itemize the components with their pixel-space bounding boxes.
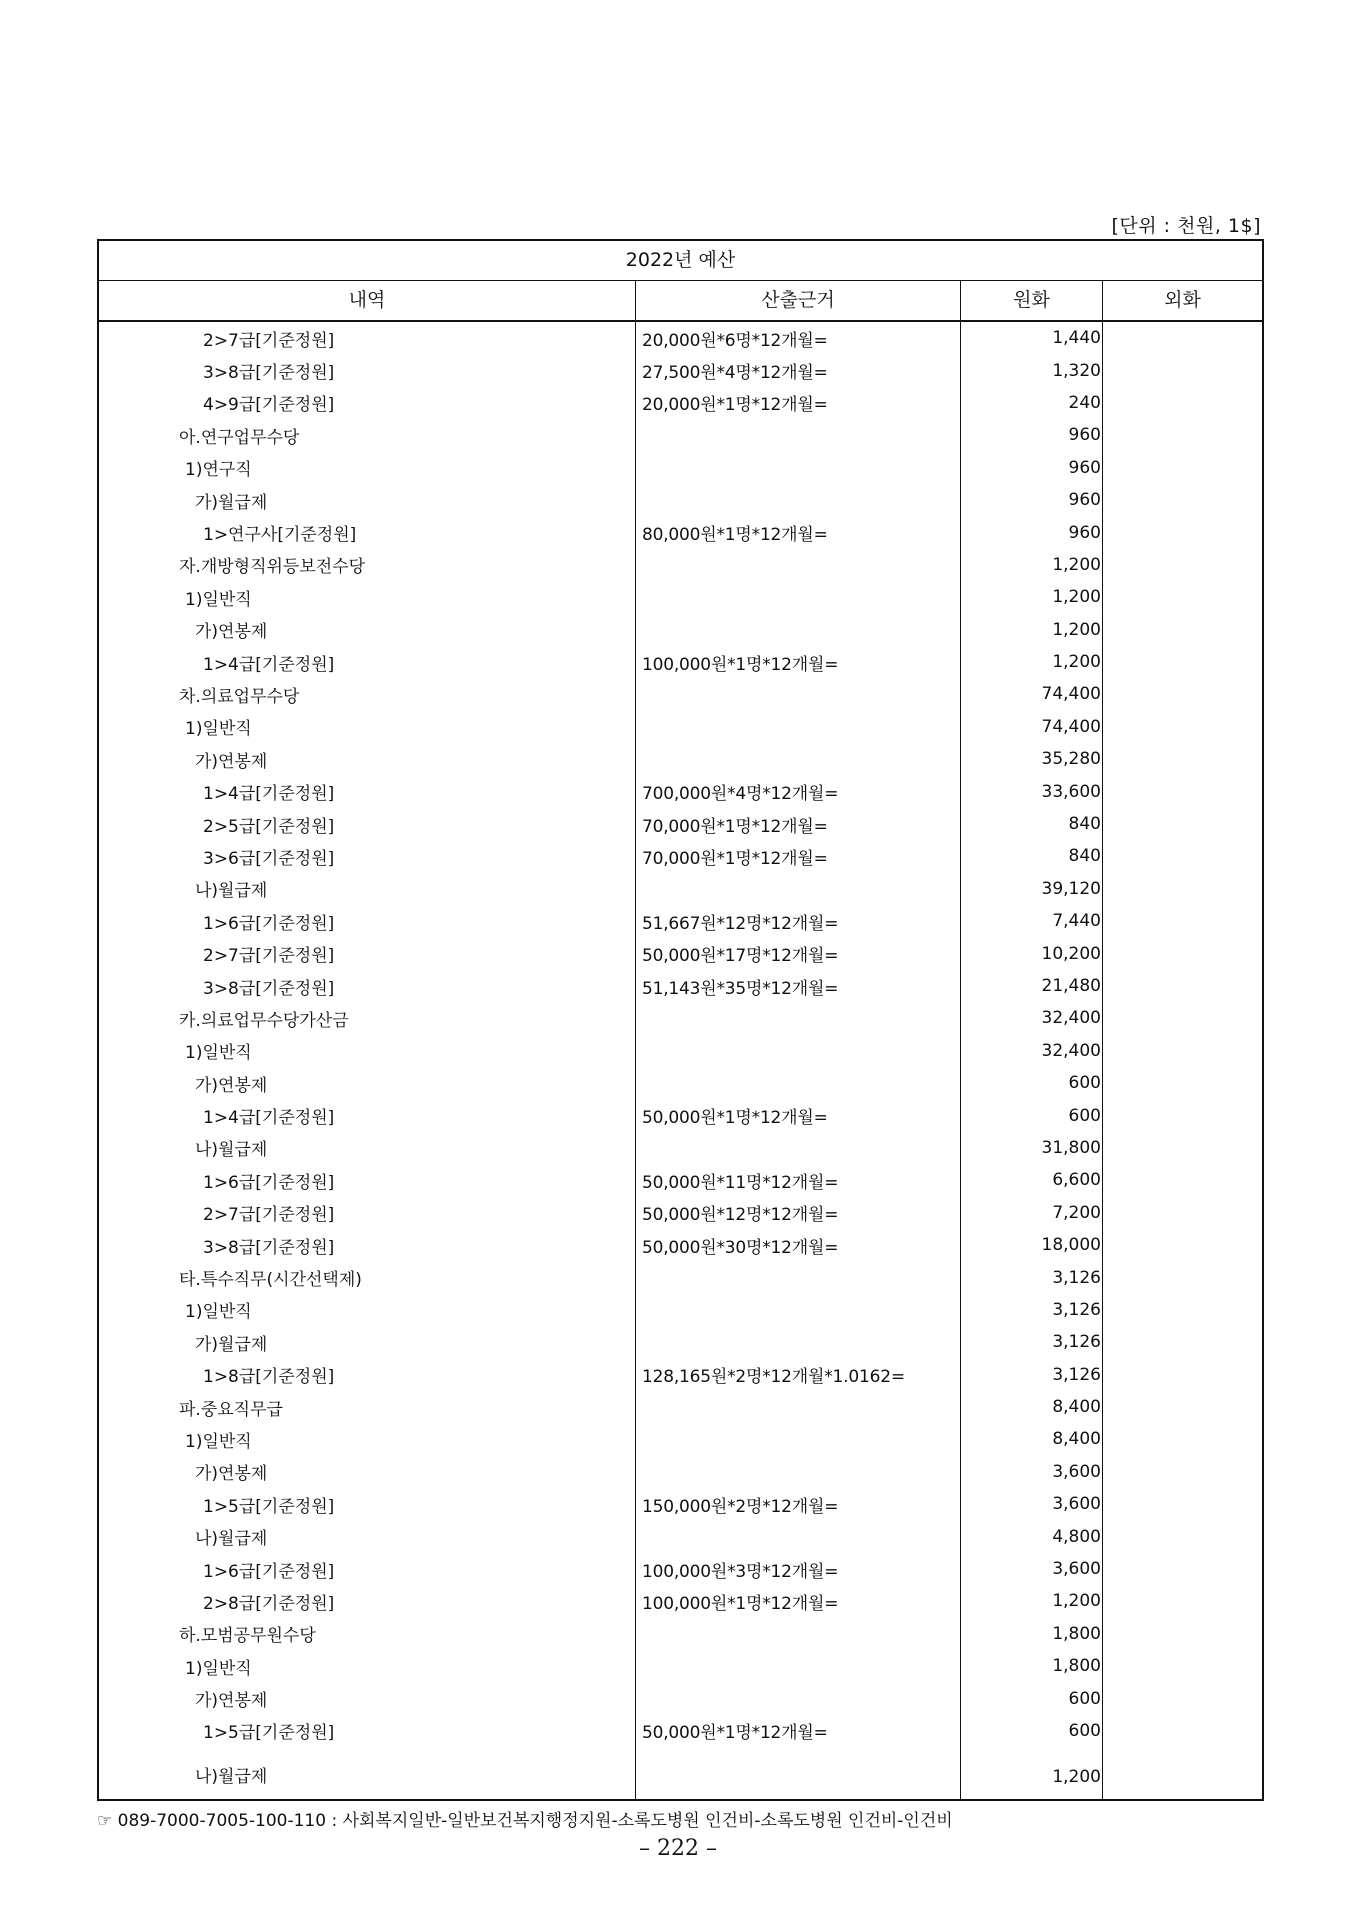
row-desc: 1>6급[기준정원] [203,1172,335,1193]
row-won: 1,800 [1052,1623,1101,1644]
table-row [99,322,1262,354]
table-row [99,484,1262,516]
row-basis: 100,000원*1명*12개월= [642,654,839,675]
row-won: 1,440 [1052,328,1101,349]
row-won: 3,126 [1052,1299,1101,1320]
row-desc: 1)일반직 [185,1302,252,1323]
footnote: ☞ 089-7000-7005-100-110 : 사회복지일반-일반보건복지행정지원-소록도병원 인건비-소록도병원 인건비-인건비 [97,1811,953,1831]
table-row [99,840,1262,872]
row-basis: 20,000원*1명*12개월= [642,395,828,416]
table-row [99,1164,1262,1196]
row-basis: 80,000원*1명*12개월= [642,525,828,546]
table-row [99,970,1262,1002]
row-won: 18,000 [1041,1235,1101,1256]
row-desc: 나)월급제 [195,1767,268,1788]
table-row [99,873,1262,905]
table-row [99,1067,1262,1099]
row-basis: 51,667원*12명*12개월= [642,913,839,934]
table-row [99,1585,1262,1617]
table-row [99,581,1262,613]
row-won: 600 [1068,1105,1101,1126]
row-desc: 2>8급[기준정원] [203,1593,335,1614]
table-row [99,1520,1262,1552]
row-won: 7,440 [1052,911,1101,932]
table-row [99,646,1262,678]
row-won: 1,200 [1052,1767,1101,1788]
row-basis: 70,000원*1명*12개월= [642,848,828,869]
row-desc: 4>9급[기준정원] [203,395,335,416]
row-won: 1,800 [1052,1656,1101,1677]
table-row [99,905,1262,937]
table-row [99,419,1262,451]
table-body [99,322,1262,1800]
row-won: 1,200 [1052,587,1101,608]
row-won: 7,200 [1052,1202,1101,1223]
row-basis: 150,000원*2명*12개월= [642,1496,839,1517]
table-row [99,387,1262,419]
row-desc: 가)연봉제 [195,1464,268,1485]
budget-table [97,239,1264,1801]
row-won: 3,600 [1052,1461,1101,1482]
row-won: 600 [1068,1073,1101,1094]
row-won: 6,600 [1052,1170,1101,1191]
row-won: 33,600 [1041,781,1101,802]
row-desc: 가)연봉제 [195,1075,268,1096]
row-desc: 3>6급[기준정원] [203,848,335,869]
row-desc: 나)월급제 [195,881,268,902]
row-desc: 자.개방형직위등보전수당 [179,557,366,578]
row-desc: 2>7급[기준정원] [203,330,335,351]
row-desc: 1)일반직 [185,719,252,740]
table-row [99,1326,1262,1358]
row-desc: 1>6급[기준정원] [203,913,335,934]
row-won: 600 [1068,1720,1101,1741]
row-won: 3,600 [1052,1559,1101,1580]
table-row [99,808,1262,840]
row-desc: 가)월급제 [195,1334,268,1355]
row-desc: 카.의료업무수당가산금 [179,1010,349,1031]
row-won: 1,200 [1052,619,1101,640]
row-won: 960 [1068,457,1101,478]
table-row [99,1099,1262,1131]
table-row [99,1359,1262,1391]
table-row [99,1423,1262,1455]
table-row [99,678,1262,710]
row-desc: 1>5급[기준정원] [203,1496,335,1517]
table-row [99,1229,1262,1261]
table-rows [99,322,1262,1797]
row-won: 1,200 [1052,1591,1101,1612]
row-won: 1,200 [1052,554,1101,575]
row-desc: 1)일반직 [185,589,252,610]
row-won: 8,400 [1052,1429,1101,1450]
row-won: 3,126 [1052,1267,1101,1288]
table-row [99,614,1262,646]
table-row [99,1747,1262,1797]
row-desc: 가)연봉제 [195,751,268,772]
row-won: 32,400 [1041,1040,1101,1061]
row-desc: 1>4급[기준정원] [203,1108,335,1129]
row-won: 74,400 [1041,716,1101,737]
table-row [99,1261,1262,1293]
row-desc: 1>연구사[기준정원] [203,525,357,546]
column-header-foreign: 외화 [1164,289,1201,311]
column-header-row [99,281,1262,322]
table-row [99,1682,1262,1714]
column-header-won: 원화 [961,281,1103,320]
row-won: 35,280 [1041,749,1101,770]
row-won: 840 [1068,814,1101,835]
row-won: 4,800 [1052,1526,1101,1547]
row-basis: 51,143원*35명*12개월= [642,978,839,999]
row-basis: 50,000원*11명*12개월= [642,1172,839,1193]
table-row [99,1294,1262,1326]
row-desc: 3>8급[기준정원] [203,1237,335,1258]
row-desc: 1>8급[기준정원] [203,1367,335,1388]
row-won: 74,400 [1041,684,1101,705]
table-row [99,549,1262,581]
row-desc: 차.의료업무수당 [179,686,300,707]
row-won: 39,120 [1041,878,1101,899]
table-row [99,354,1262,386]
row-won: 600 [1068,1688,1101,1709]
row-basis: 50,000원*12명*12개월= [642,1205,839,1226]
row-desc: 1)일반직 [185,1043,252,1064]
row-desc: 2>5급[기준정원] [203,816,335,837]
row-desc: 가)연봉제 [195,1691,268,1712]
table-row [99,937,1262,969]
row-won: 1,320 [1052,360,1101,381]
row-desc: 2>7급[기준정원] [203,946,335,967]
row-desc: 2>7급[기준정원] [203,1205,335,1226]
unit-label: [단위 : 천원, 1$] [1111,215,1261,237]
row-desc: 하.모범공무원수당 [179,1626,316,1647]
row-won: 3,126 [1052,1332,1101,1353]
table-row [99,1715,1262,1747]
table-row [99,1618,1262,1650]
row-desc: 1>4급[기준정원] [203,784,335,805]
table-row [99,1132,1262,1164]
year-header: 2022년 예산 [99,241,1262,281]
table-row [99,1002,1262,1034]
row-won: 8,400 [1052,1397,1101,1418]
row-desc: 파.중요직무급 [179,1399,283,1420]
table-row [99,1650,1262,1682]
row-won: 21,480 [1041,976,1101,996]
row-won: 840 [1068,846,1101,867]
row-basis: 50,000원*17명*12개월= [642,946,839,967]
row-desc: 나)월급제 [195,1140,268,1161]
row-won: 960 [1068,425,1101,446]
row-desc: 나)월급제 [195,1529,268,1550]
row-won: 32,400 [1041,1008,1101,1029]
row-basis: 128,165원*2명*12개월*1.0162= [642,1367,905,1388]
row-desc: 가)연봉제 [195,622,268,643]
table-row [99,1391,1262,1423]
row-basis: 700,000원*4명*12개월= [642,784,839,805]
row-desc: 아.연구업무수당 [179,427,300,448]
table-row [99,1456,1262,1488]
row-won: 240 [1068,392,1101,413]
row-won: 31,800 [1041,1137,1101,1158]
row-basis: 20,000원*6명*12개월= [642,330,828,351]
column-header-basis: 산출근거 [636,281,961,320]
table-row [99,775,1262,807]
table-row [99,452,1262,484]
row-won: 3,600 [1052,1494,1101,1515]
row-basis: 70,000원*1명*12개월= [642,816,828,837]
row-basis: 27,500원*4명*12개월= [642,363,828,384]
row-desc: 1>6급[기준정원] [203,1561,335,1582]
table-row [99,1035,1262,1067]
row-desc: 1)일반직 [185,1658,252,1679]
row-basis: 100,000원*3명*12개월= [642,1561,839,1582]
table-row [99,743,1262,775]
row-desc: 3>8급[기준정원] [203,978,335,999]
row-desc: 1)연구직 [185,460,252,481]
row-won: 960 [1068,522,1101,543]
row-desc: 1>5급[기준정원] [203,1723,335,1744]
column-header-desc: 내역 [99,281,636,320]
page-number: – 222 – [639,1836,717,1861]
row-won: 1,200 [1052,652,1101,673]
table-row [99,1197,1262,1229]
row-won: 3,126 [1052,1364,1101,1385]
row-basis: 50,000원*1명*12개월= [642,1723,828,1744]
table-row [99,1488,1262,1520]
row-basis: 50,000원*1명*12개월= [642,1108,828,1129]
table-row [99,1553,1262,1585]
row-desc: 가)월급제 [195,492,268,513]
table-row [99,516,1262,548]
row-basis: 50,000원*30명*12개월= [642,1237,839,1258]
row-desc: 1)일반직 [185,1431,252,1452]
table-row [99,711,1262,743]
row-won: 10,200 [1041,943,1101,964]
row-desc: 타.특수직무(시간선택제) [179,1270,362,1291]
row-basis: 100,000원*1명*12개월= [642,1593,839,1614]
row-desc: 1>4급[기준정원] [203,654,335,675]
row-desc: 3>8급[기준정원] [203,363,335,384]
row-won: 960 [1068,490,1101,511]
